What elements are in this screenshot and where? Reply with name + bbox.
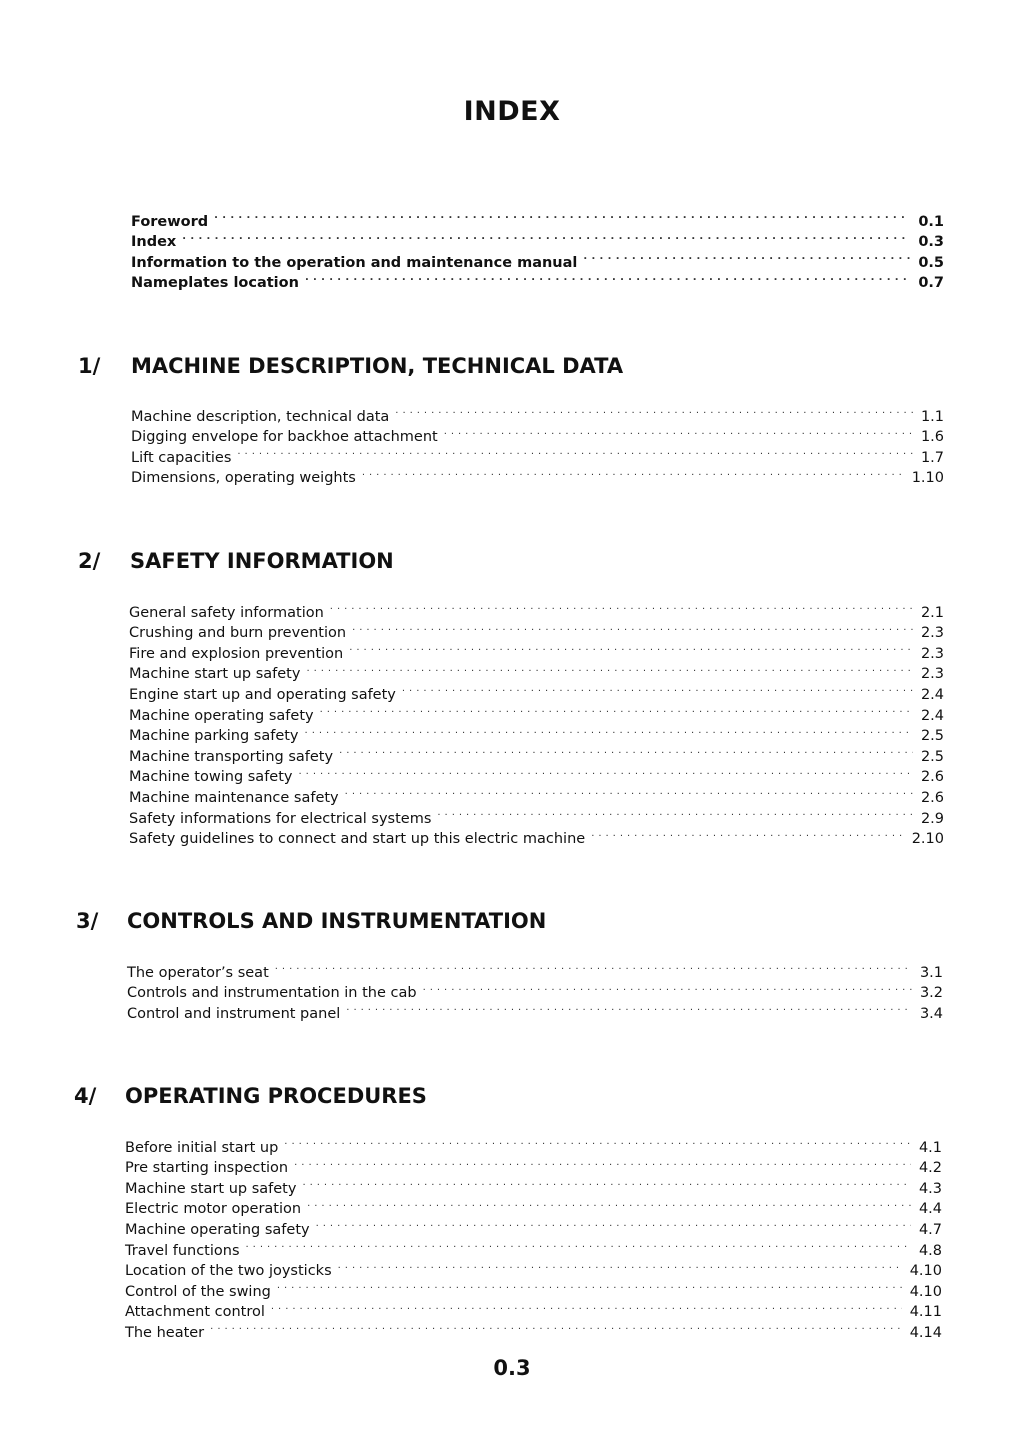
toc-entry-label: Engine start up and operating safety [129,686,396,703]
toc-entry-page: 3.4 [919,1005,943,1022]
dot-leader [437,802,913,823]
section-title: CONTROLS AND INSTRUMENTATION [127,909,547,933]
toc-entry-page: 4.10 [909,1263,942,1280]
toc-entry-page: 3.1 [919,964,943,981]
toc-entry-label: Safety informations for electrical systems [129,810,432,827]
toc-entry-page: 4.14 [909,1324,942,1341]
dot-leader [271,1296,902,1317]
section-heading [0,1084,1024,1114]
section-operating-procedures [0,1084,1024,1114]
toc-entry-label: Machine description, technical data [131,408,390,425]
toc-entry-label: Digging envelope for backhoe attachment [131,429,438,446]
page-number: 0.3 [493,1356,531,1380]
toc-entry-label: The operator’s seat [127,964,269,981]
dot-leader [362,462,904,483]
toc-entry-page: 4.11 [909,1304,942,1321]
dot-leader [237,441,913,462]
dot-leader [214,205,910,226]
toc-entry[interactable] [131,246,944,271]
toc-entry-page: 2.5 [920,728,944,745]
dot-leader [182,226,910,247]
section-number: 2/ [78,549,101,573]
toc-entry[interactable] [131,462,944,487]
section-title: SAFETY INFORMATION [130,549,394,573]
dot-leader [339,740,913,761]
toc-entry-page: 1.10 [911,470,944,487]
toc-entry-page: 1.6 [920,429,944,446]
section-number: 1/ [78,354,101,378]
toc-entry-page: 4.10 [909,1283,942,1300]
toc-entry-page: 2.3 [920,645,944,662]
dot-leader [306,658,913,679]
toc-entry-label: Before initial start up [125,1139,279,1156]
toc-entry[interactable] [125,1131,942,1156]
toc-entry[interactable] [131,400,944,425]
toc-entry-label: Machine transporting safety [129,748,334,765]
section-number: 4/ [74,1084,97,1108]
dot-leader [330,596,913,617]
section-title: OPERATING PROCEDURES [125,1084,427,1108]
toc-entry-label: Index [131,234,177,251]
dot-leader [210,1316,902,1337]
dot-leader [277,1275,902,1296]
toc-entry-label: Machine operating safety [129,707,314,724]
section-heading [0,549,1024,579]
toc-entry-label: Information to the operation and maintenance manual [131,254,578,271]
dot-leader [307,1193,911,1214]
dot-leader [338,1255,902,1276]
dot-leader [395,400,913,421]
toc-entry-label: Machine operating safety [125,1221,310,1238]
toc-entry[interactable] [125,1316,942,1341]
toc-entry-label: Location of the two joysticks [125,1263,332,1280]
dot-leader [444,421,913,442]
dot-leader [302,1172,911,1193]
toc-entry-label: Safety guidelines to connect and start up this electric machine [129,831,586,848]
toc-entry-page: 0.5 [918,254,944,271]
dot-leader [275,956,912,977]
toc-entry-label: Machine towing safety [129,769,293,786]
section-heading [0,909,1024,939]
toc-entry-page: 2.4 [920,686,944,703]
dot-leader [591,823,904,844]
toc-entry-page: 1.1 [920,408,944,425]
page-title: INDEX [463,96,561,127]
toc-entry-page: 4.2 [918,1160,942,1177]
toc-entry-label: Crushing and burn prevention [129,625,347,642]
toc-entry-label: Machine maintenance safety [129,789,339,806]
toc-entry[interactable] [125,1234,942,1259]
section-3-entries [127,956,943,1022]
dot-leader [305,267,910,288]
toc-entry-page: 2.6 [920,769,944,786]
toc-entry-label: Machine parking safety [129,728,299,745]
dot-leader [299,761,913,782]
front-matter-list [131,205,944,292]
toc-entry[interactable] [131,226,944,251]
section-1-entries [131,400,944,487]
section-title: MACHINE DESCRIPTION, TECHNICAL DATA [131,354,624,378]
dot-leader [284,1131,911,1152]
toc-entry[interactable] [131,441,944,466]
toc-entry-label: Controls and instrumentation in the cab [127,985,417,1002]
dot-leader [423,977,912,998]
toc-entry-label: Attachment control [125,1304,265,1321]
section-heading [0,354,1024,384]
dot-leader [349,637,913,658]
dot-leader [320,699,913,720]
toc-entry-label: Foreword [131,213,209,230]
dot-leader [402,678,913,699]
toc-entry-page: 0.7 [918,275,944,292]
toc-entry-label: Fire and explosion prevention [129,645,344,662]
toc-entry-page: 1.7 [920,449,944,466]
dot-leader [346,997,912,1018]
toc-entry[interactable] [129,596,944,621]
dot-leader [583,246,910,267]
section-machine-description [0,354,1024,384]
section-number: 3/ [76,909,99,933]
toc-entry-page: 2.3 [920,625,944,642]
toc-entry-label: Nameplates location [131,275,299,292]
dot-leader [294,1152,911,1173]
toc-entry-label: Travel functions [125,1242,240,1259]
toc-entry-page: 2.9 [920,810,944,827]
toc-entry-page: 3.2 [919,985,943,1002]
toc-entry-page: 4.3 [918,1180,942,1197]
toc-entry[interactable] [127,956,943,981]
dot-leader [305,720,913,741]
toc-entry-page: 2.6 [920,789,944,806]
section-safety-information [0,549,1024,579]
dot-leader [345,781,913,802]
toc-entry-page: 4.1 [918,1139,942,1156]
toc-entry-page: 2.3 [920,666,944,683]
section-2-entries [129,596,944,848]
toc-entry-label: Lift capacities [131,449,232,466]
dot-leader [352,617,913,638]
toc-entry-page: 2.5 [920,748,944,765]
toc-entry-label: The heater [125,1324,205,1341]
toc-entry-page: 0.1 [918,213,944,230]
toc-entry-page: 4.8 [918,1242,942,1259]
dot-leader [246,1234,911,1255]
toc-entry-page: 4.7 [918,1221,942,1238]
toc-entry-page: 2.4 [920,707,944,724]
section-controls-instrumentation [0,909,1024,939]
toc-entry-page: 2.1 [920,604,944,621]
toc-entry-label: Machine start up safety [125,1180,297,1197]
toc-entry-label: Control and instrument panel [127,1005,341,1022]
toc-entry-label: Pre starting inspection [125,1160,289,1177]
toc-entry-page: 4.4 [918,1201,942,1218]
toc-entry-page: 2.10 [911,831,944,848]
dot-leader [316,1213,911,1234]
section-4-entries [125,1131,942,1341]
toc-entry[interactable] [131,205,944,230]
toc-entry-label: Dimensions, operating weights [131,470,356,487]
toc-entry-label: Control of the swing [125,1283,271,1300]
toc-entry-label: Electric motor operation [125,1201,302,1218]
toc-entry[interactable] [125,1255,942,1280]
toc-entry-label: Machine start up safety [129,666,301,683]
toc-entry-label: General safety information [129,604,324,621]
toc-entry-page: 0.3 [918,234,944,251]
